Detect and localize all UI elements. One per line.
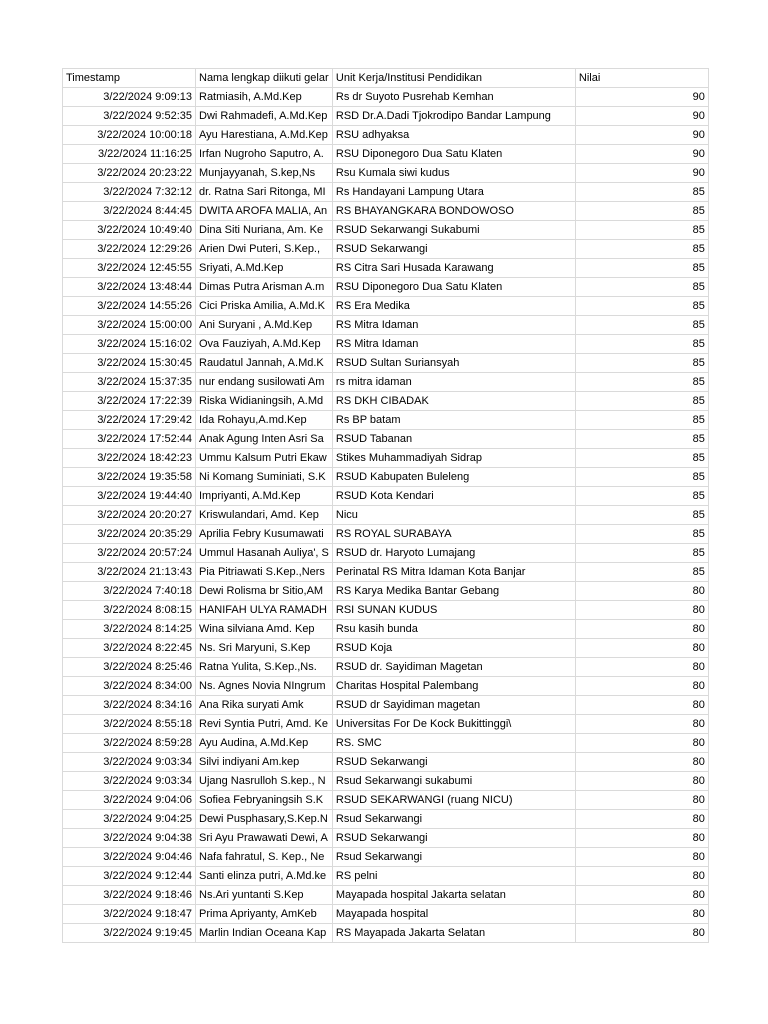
table-row xyxy=(63,867,709,886)
header-timestamp: Timestamp xyxy=(63,69,196,88)
timestamp-cell: 3/22/2024 9:04:25 xyxy=(63,810,196,829)
unit-kerja-cell: RSUD dr Sayidiman magetan xyxy=(332,696,575,715)
nama-cell: Dewi Pusphasary,S.Kep.N xyxy=(196,810,333,829)
table-row xyxy=(63,183,709,202)
unit-kerja-cell: Rs BP batam xyxy=(332,411,575,430)
table-row xyxy=(63,221,709,240)
nama-cell: nur endang susilowati Am xyxy=(196,373,333,392)
nama-cell: dr. Ratna Sari Ritonga, MI xyxy=(196,183,333,202)
nama-cell: Dina Siti Nuriana, Am. Ke xyxy=(196,221,333,240)
timestamp-cell: 3/22/2024 9:18:46 xyxy=(63,886,196,905)
nilai-cell: 85 xyxy=(575,544,708,563)
table-row xyxy=(63,202,709,221)
nilai-cell: 80 xyxy=(575,867,708,886)
unit-kerja-cell: RSUD Sekarwangi xyxy=(332,240,575,259)
nama-cell: Ujang Nasrulloh S.kep., N xyxy=(196,772,333,791)
timestamp-cell: 3/22/2024 20:20:27 xyxy=(63,506,196,525)
nilai-cell: 85 xyxy=(575,278,708,297)
unit-kerja-cell: RS Mayapada Jakarta Selatan xyxy=(332,924,575,943)
timestamp-cell: 3/22/2024 9:04:06 xyxy=(63,791,196,810)
nilai-cell: 90 xyxy=(575,164,708,183)
table-row xyxy=(63,297,709,316)
nilai-cell: 85 xyxy=(575,202,708,221)
nilai-cell: 85 xyxy=(575,563,708,582)
unit-kerja-cell: RSUD Tabanan xyxy=(332,430,575,449)
unit-kerja-cell: RSUD SEKARWANGI (ruang NICU) xyxy=(332,791,575,810)
nama-cell: Dwi Rahmadefi, A.Md.Kep xyxy=(196,107,333,126)
timestamp-cell: 3/22/2024 13:48:44 xyxy=(63,278,196,297)
table-row xyxy=(63,563,709,582)
table-row xyxy=(63,810,709,829)
nilai-cell: 85 xyxy=(575,430,708,449)
nama-cell: Kriswulandari, Amd. Kep xyxy=(196,506,333,525)
table-row xyxy=(63,924,709,943)
timestamp-cell: 3/22/2024 9:04:46 xyxy=(63,848,196,867)
timestamp-cell: 3/22/2024 9:04:38 xyxy=(63,829,196,848)
table-row xyxy=(63,734,709,753)
nama-cell: Silvi indiyani Am.kep xyxy=(196,753,333,772)
nama-cell: Ani Suryani , A.Md.Kep xyxy=(196,316,333,335)
timestamp-cell: 3/22/2024 8:34:16 xyxy=(63,696,196,715)
timestamp-cell: 3/22/2024 9:19:45 xyxy=(63,924,196,943)
timestamp-cell: 3/22/2024 8:22:45 xyxy=(63,639,196,658)
nama-cell: Dewi Rolisma br Sitio,AM xyxy=(196,582,333,601)
unit-kerja-cell: Rsu kasih bunda xyxy=(332,620,575,639)
unit-kerja-cell: RSUD dr. Haryoto Lumajang xyxy=(332,544,575,563)
nilai-cell: 85 xyxy=(575,525,708,544)
table-row xyxy=(63,658,709,677)
nama-cell: Ratna Yulita, S.Kep.,Ns. xyxy=(196,658,333,677)
nilai-cell: 80 xyxy=(575,715,708,734)
nama-cell: Ummul Hasanah Auliya', S xyxy=(196,544,333,563)
nilai-cell: 80 xyxy=(575,848,708,867)
timestamp-cell: 3/22/2024 8:25:46 xyxy=(63,658,196,677)
spreadsheet-table xyxy=(62,68,709,943)
timestamp-cell: 3/22/2024 18:42:23 xyxy=(63,449,196,468)
nilai-cell: 80 xyxy=(575,886,708,905)
timestamp-cell: 3/22/2024 9:09:13 xyxy=(63,88,196,107)
nama-cell: Nafa fahratul, S. Kep., Ne xyxy=(196,848,333,867)
table-row xyxy=(63,430,709,449)
unit-kerja-cell: Rsud Sekarwangi sukabumi xyxy=(332,772,575,791)
unit-kerja-cell: RSU adhyaksa xyxy=(332,126,575,145)
timestamp-cell: 3/22/2024 7:40:18 xyxy=(63,582,196,601)
table-row xyxy=(63,487,709,506)
table-row xyxy=(63,677,709,696)
timestamp-cell: 3/22/2024 8:59:28 xyxy=(63,734,196,753)
table-row xyxy=(63,411,709,430)
unit-kerja-cell: RS Mitra Idaman xyxy=(332,335,575,354)
unit-kerja-cell: Mayapada hospital Jakarta selatan xyxy=(332,886,575,905)
nilai-cell: 85 xyxy=(575,183,708,202)
nilai-cell: 85 xyxy=(575,316,708,335)
timestamp-cell: 3/22/2024 19:35:58 xyxy=(63,468,196,487)
nama-cell: HANIFAH ULYA RAMADH xyxy=(196,601,333,620)
table-row xyxy=(63,753,709,772)
timestamp-cell: 3/22/2024 10:49:40 xyxy=(63,221,196,240)
nilai-cell: 80 xyxy=(575,753,708,772)
timestamp-cell: 3/22/2024 17:29:42 xyxy=(63,411,196,430)
table-row xyxy=(63,164,709,183)
timestamp-cell: 3/22/2024 15:16:02 xyxy=(63,335,196,354)
timestamp-cell: 3/22/2024 9:03:34 xyxy=(63,772,196,791)
timestamp-cell: 3/22/2024 15:30:45 xyxy=(63,354,196,373)
table-row xyxy=(63,240,709,259)
unit-kerja-cell: Mayapada hospital xyxy=(332,905,575,924)
nilai-cell: 80 xyxy=(575,924,708,943)
nama-cell: Sriyati, A.Md.Kep xyxy=(196,259,333,278)
nilai-cell: 80 xyxy=(575,734,708,753)
nilai-cell: 85 xyxy=(575,487,708,506)
timestamp-cell: 3/22/2024 20:35:29 xyxy=(63,525,196,544)
nama-cell: Dimas Putra Arisman A.m xyxy=(196,278,333,297)
table-row xyxy=(63,88,709,107)
timestamp-cell: 3/22/2024 8:34:00 xyxy=(63,677,196,696)
nama-cell: Ida Rohayu,A.md.Kep xyxy=(196,411,333,430)
nama-cell: Ns. Sri Maryuni, S.Kep xyxy=(196,639,333,658)
unit-kerja-cell: RS Era Medika xyxy=(332,297,575,316)
table-row xyxy=(63,126,709,145)
nilai-cell: 85 xyxy=(575,335,708,354)
unit-kerja-cell: RS DKH CIBADAK xyxy=(332,392,575,411)
table-row xyxy=(63,392,709,411)
nilai-cell: 80 xyxy=(575,829,708,848)
nama-cell: Ns.Ari yuntanti S.Kep xyxy=(196,886,333,905)
unit-kerja-cell: rs mitra idaman xyxy=(332,373,575,392)
nilai-cell: 85 xyxy=(575,240,708,259)
nama-cell: Munjayyanah, S.kep,Ns xyxy=(196,164,333,183)
timestamp-cell: 3/22/2024 21:13:43 xyxy=(63,563,196,582)
nilai-cell: 85 xyxy=(575,506,708,525)
timestamp-cell: 3/22/2024 12:45:55 xyxy=(63,259,196,278)
nama-cell: Ova Fauziyah, A.Md.Kep xyxy=(196,335,333,354)
nama-cell: Santi elinza putri, A.Md.ke xyxy=(196,867,333,886)
nilai-cell: 80 xyxy=(575,658,708,677)
timestamp-cell: 3/22/2024 10:00:18 xyxy=(63,126,196,145)
nilai-cell: 85 xyxy=(575,259,708,278)
nama-cell: Ana Rika suryati Amk xyxy=(196,696,333,715)
timestamp-cell: 3/22/2024 17:52:44 xyxy=(63,430,196,449)
timestamp-cell: 3/22/2024 9:52:35 xyxy=(63,107,196,126)
nilai-cell: 85 xyxy=(575,354,708,373)
nama-cell: Ayu Harestiana, A.Md.Kep xyxy=(196,126,333,145)
nama-cell: Pia Pitriawati S.Kep.,Ners xyxy=(196,563,333,582)
table-row xyxy=(63,525,709,544)
timestamp-cell: 3/22/2024 9:12:44 xyxy=(63,867,196,886)
table-row xyxy=(63,506,709,525)
table-row xyxy=(63,620,709,639)
nama-cell: Arien Dwi Puteri, S.Kep., xyxy=(196,240,333,259)
nama-cell: Irfan Nugroho Saputro, A. xyxy=(196,145,333,164)
table-row xyxy=(63,639,709,658)
timestamp-cell: 3/22/2024 20:23:22 xyxy=(63,164,196,183)
header-unit-kerja: Unit Kerja/Institusi Pendidikan xyxy=(332,69,575,88)
table-row xyxy=(63,582,709,601)
nama-cell: Riska Widianingsih, A.Md xyxy=(196,392,333,411)
nama-cell: Prima Apriyanty, AmKeb xyxy=(196,905,333,924)
timestamp-cell: 3/22/2024 7:32:12 xyxy=(63,183,196,202)
nilai-cell: 80 xyxy=(575,620,708,639)
table-row xyxy=(63,829,709,848)
timestamp-cell: 3/22/2024 15:00:00 xyxy=(63,316,196,335)
nilai-cell: 85 xyxy=(575,449,708,468)
table-row xyxy=(63,791,709,810)
nilai-cell: 80 xyxy=(575,677,708,696)
unit-kerja-cell: Charitas Hospital Palembang xyxy=(332,677,575,696)
timestamp-cell: 3/22/2024 8:44:45 xyxy=(63,202,196,221)
timestamp-cell: 3/22/2024 9:03:34 xyxy=(63,753,196,772)
nama-cell: Raudatul Jannah, A.Md.K xyxy=(196,354,333,373)
unit-kerja-cell: Rsud Sekarwangi xyxy=(332,810,575,829)
unit-kerja-cell: RSUD dr. Sayidiman Magetan xyxy=(332,658,575,677)
unit-kerja-cell: RSD Dr.A.Dadi Tjokrodipo Bandar Lampung xyxy=(332,107,575,126)
header-nilai: Nilai xyxy=(575,69,708,88)
unit-kerja-cell: RS Karya Medika Bantar Gebang xyxy=(332,582,575,601)
unit-kerja-cell: RSUD Sultan Suriansyah xyxy=(332,354,575,373)
unit-kerja-cell: RS Mitra Idaman xyxy=(332,316,575,335)
nilai-cell: 85 xyxy=(575,468,708,487)
unit-kerja-cell: Rsud Sekarwangi xyxy=(332,848,575,867)
table-row xyxy=(63,601,709,620)
nilai-cell: 80 xyxy=(575,582,708,601)
unit-kerja-cell: RS pelni xyxy=(332,867,575,886)
nilai-cell: 90 xyxy=(575,145,708,164)
nama-cell: DWITA AROFA MALIA, An xyxy=(196,202,333,221)
nama-cell: Ayu Audina, A.Md.Kep xyxy=(196,734,333,753)
unit-kerja-cell: Perinatal RS Mitra Idaman Kota Banjar xyxy=(332,563,575,582)
unit-kerja-cell: RS ROYAL SURABAYA xyxy=(332,525,575,544)
unit-kerja-cell: RS BHAYANGKARA BONDOWOSO xyxy=(332,202,575,221)
table-row xyxy=(63,354,709,373)
nilai-cell: 85 xyxy=(575,373,708,392)
nilai-cell: 80 xyxy=(575,639,708,658)
unit-kerja-cell: RSUD Kabupaten Buleleng xyxy=(332,468,575,487)
nilai-cell: 85 xyxy=(575,392,708,411)
nilai-cell: 80 xyxy=(575,810,708,829)
table-row xyxy=(63,772,709,791)
unit-kerja-cell: RSUD Kota Kendari xyxy=(332,487,575,506)
unit-kerja-cell: RSUD Sekarwangi xyxy=(332,829,575,848)
table-row xyxy=(63,544,709,563)
nama-cell: Impriyanti, A.Md.Kep xyxy=(196,487,333,506)
unit-kerja-cell: Nicu xyxy=(332,506,575,525)
nilai-cell: 90 xyxy=(575,126,708,145)
table-row xyxy=(63,373,709,392)
nilai-cell: 85 xyxy=(575,411,708,430)
table-body xyxy=(63,69,709,943)
unit-kerja-cell: Universitas For De Kock Bukittinggi\ xyxy=(332,715,575,734)
unit-kerja-cell: RS Citra Sari Husada Karawang xyxy=(332,259,575,278)
unit-kerja-cell: RSUD Sekarwangi Sukabumi xyxy=(332,221,575,240)
table-row xyxy=(63,145,709,164)
nilai-cell: 85 xyxy=(575,221,708,240)
unit-kerja-cell: RSU Diponegoro Dua Satu Klaten xyxy=(332,145,575,164)
table-row xyxy=(63,316,709,335)
nama-cell: Cici Priska Amilia, A.Md.K xyxy=(196,297,333,316)
nama-cell: Ratmiasih, A.Md.Kep xyxy=(196,88,333,107)
nilai-cell: 90 xyxy=(575,88,708,107)
nilai-cell: 80 xyxy=(575,772,708,791)
nama-cell: Ni Komang Suminiati, S.K xyxy=(196,468,333,487)
unit-kerja-cell: Rs dr Suyoto Pusrehab Kemhan xyxy=(332,88,575,107)
unit-kerja-cell: RSUD Sekarwangi xyxy=(332,753,575,772)
table-row xyxy=(63,886,709,905)
timestamp-cell: 3/22/2024 8:08:15 xyxy=(63,601,196,620)
unit-kerja-cell: RSI SUNAN KUDUS xyxy=(332,601,575,620)
nama-cell: Aprilia Febry Kusumawati xyxy=(196,525,333,544)
table-row xyxy=(63,449,709,468)
nilai-cell: 80 xyxy=(575,601,708,620)
nama-cell: Sofiea Febryaningsih S.K xyxy=(196,791,333,810)
table-row xyxy=(63,335,709,354)
timestamp-cell: 3/22/2024 17:22:39 xyxy=(63,392,196,411)
table-row xyxy=(63,848,709,867)
unit-kerja-cell: Stikes Muhammadiyah Sidrap xyxy=(332,449,575,468)
nilai-cell: 80 xyxy=(575,791,708,810)
timestamp-cell: 3/22/2024 20:57:24 xyxy=(63,544,196,563)
timestamp-cell: 3/22/2024 12:29:26 xyxy=(63,240,196,259)
nama-cell: Revi Syntia Putri, Amd. Ke xyxy=(196,715,333,734)
header-row xyxy=(63,69,709,88)
nilai-cell: 80 xyxy=(575,905,708,924)
nama-cell: Wina silviana Amd. Kep xyxy=(196,620,333,639)
table-row xyxy=(63,696,709,715)
nilai-cell: 90 xyxy=(575,107,708,126)
header-nama: Nama lengkap diikuti gelar xyxy=(196,69,333,88)
nama-cell: Sri Ayu Prawawati Dewi, A xyxy=(196,829,333,848)
table-row xyxy=(63,905,709,924)
unit-kerja-cell: Rsu Kumala siwi kudus xyxy=(332,164,575,183)
timestamp-cell: 3/22/2024 9:18:47 xyxy=(63,905,196,924)
nama-cell: Ns. Agnes Novia NIngrum xyxy=(196,677,333,696)
nilai-cell: 80 xyxy=(575,696,708,715)
table-row xyxy=(63,715,709,734)
unit-kerja-cell: RSU Diponegoro Dua Satu Klaten xyxy=(332,278,575,297)
table-row xyxy=(63,259,709,278)
nama-cell: Anak Agung Inten Asri Sa xyxy=(196,430,333,449)
unit-kerja-cell: Rs Handayani Lampung Utara xyxy=(332,183,575,202)
unit-kerja-cell: RS. SMC xyxy=(332,734,575,753)
timestamp-cell: 3/22/2024 14:55:26 xyxy=(63,297,196,316)
table-row xyxy=(63,107,709,126)
timestamp-cell: 3/22/2024 19:44:40 xyxy=(63,487,196,506)
nama-cell: Ummu Kalsum Putri Ekaw xyxy=(196,449,333,468)
unit-kerja-cell: RSUD Koja xyxy=(332,639,575,658)
timestamp-cell: 3/22/2024 11:16:25 xyxy=(63,145,196,164)
table-row xyxy=(63,468,709,487)
table-row xyxy=(63,278,709,297)
timestamp-cell: 3/22/2024 15:37:35 xyxy=(63,373,196,392)
timestamp-cell: 3/22/2024 8:55:18 xyxy=(63,715,196,734)
timestamp-cell: 3/22/2024 8:14:25 xyxy=(63,620,196,639)
nama-cell: Marlin Indian Oceana Kap xyxy=(196,924,333,943)
nilai-cell: 85 xyxy=(575,297,708,316)
